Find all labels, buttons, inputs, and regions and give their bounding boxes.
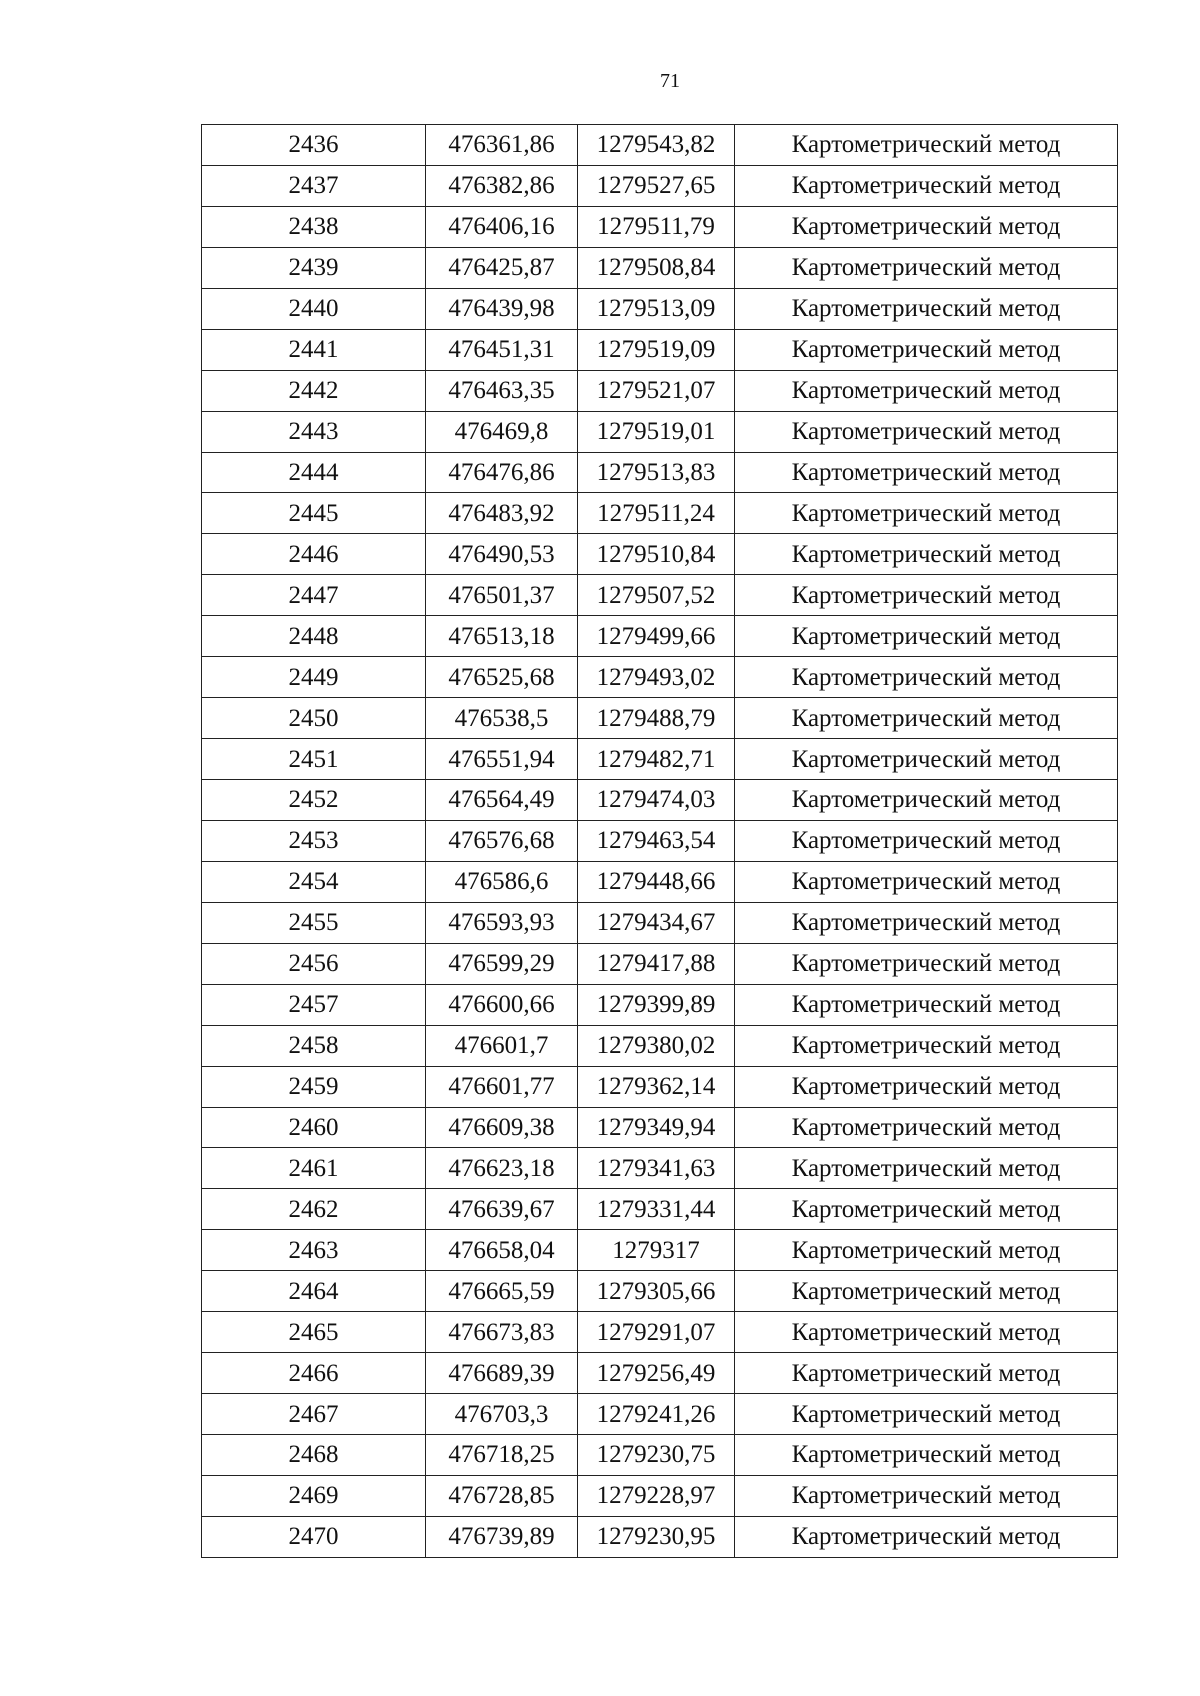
table-row bbox=[202, 1312, 1118, 1353]
method-cell: Картометрический метод bbox=[735, 1189, 1118, 1230]
y-coordinate-cell: 1279417,88 bbox=[578, 943, 735, 984]
x-coordinate-cell: 476639,67 bbox=[426, 1189, 578, 1230]
method-cell: Картометрический метод bbox=[735, 616, 1118, 657]
table-row bbox=[202, 411, 1118, 452]
x-coordinate-cell: 476718,25 bbox=[426, 1435, 578, 1476]
table-row bbox=[202, 1189, 1118, 1230]
point-number-cell: 2443 bbox=[202, 411, 426, 452]
x-coordinate-cell: 476551,94 bbox=[426, 739, 578, 780]
table-row bbox=[202, 1271, 1118, 1312]
y-coordinate-cell: 1279513,83 bbox=[578, 452, 735, 493]
x-coordinate-cell: 476739,89 bbox=[426, 1516, 578, 1557]
table-row bbox=[202, 698, 1118, 739]
y-coordinate-cell: 1279305,66 bbox=[578, 1271, 735, 1312]
table-row bbox=[202, 780, 1118, 821]
method-cell: Картометрический метод bbox=[735, 1312, 1118, 1353]
y-coordinate-cell: 1279230,75 bbox=[578, 1435, 735, 1476]
y-coordinate-cell: 1279511,24 bbox=[578, 493, 735, 534]
x-coordinate-cell: 476728,85 bbox=[426, 1475, 578, 1516]
method-cell: Картометрический метод bbox=[735, 943, 1118, 984]
x-coordinate-cell: 476513,18 bbox=[426, 616, 578, 657]
table-row bbox=[202, 1107, 1118, 1148]
y-coordinate-cell: 1279256,49 bbox=[578, 1353, 735, 1394]
y-coordinate-cell: 1279434,67 bbox=[578, 902, 735, 943]
table-row bbox=[202, 206, 1118, 247]
y-coordinate-cell: 1279317 bbox=[578, 1230, 735, 1271]
y-coordinate-cell: 1279521,07 bbox=[578, 370, 735, 411]
method-cell: Картометрический метод bbox=[735, 411, 1118, 452]
point-number-cell: 2441 bbox=[202, 329, 426, 370]
x-coordinate-cell: 476599,29 bbox=[426, 943, 578, 984]
point-number-cell: 2464 bbox=[202, 1271, 426, 1312]
method-cell: Картометрический метод bbox=[735, 165, 1118, 206]
table-row bbox=[202, 534, 1118, 575]
x-coordinate-cell: 476538,5 bbox=[426, 698, 578, 739]
y-coordinate-cell: 1279362,14 bbox=[578, 1066, 735, 1107]
x-coordinate-cell: 476658,04 bbox=[426, 1230, 578, 1271]
point-number-cell: 2448 bbox=[202, 616, 426, 657]
method-cell: Картометрический метод bbox=[735, 1394, 1118, 1435]
point-number-cell: 2458 bbox=[202, 1025, 426, 1066]
y-coordinate-cell: 1279543,82 bbox=[578, 125, 735, 166]
method-cell: Картометрический метод bbox=[735, 1475, 1118, 1516]
point-number-cell: 2470 bbox=[202, 1516, 426, 1557]
method-cell: Картометрический метод bbox=[735, 370, 1118, 411]
y-coordinate-cell: 1279331,44 bbox=[578, 1189, 735, 1230]
x-coordinate-cell: 476406,16 bbox=[426, 206, 578, 247]
table-row bbox=[202, 1066, 1118, 1107]
x-coordinate-cell: 476501,37 bbox=[426, 575, 578, 616]
point-number-cell: 2442 bbox=[202, 370, 426, 411]
point-number-cell: 2453 bbox=[202, 820, 426, 861]
method-cell: Картометрический метод bbox=[735, 1025, 1118, 1066]
table-row bbox=[202, 1025, 1118, 1066]
table-row bbox=[202, 739, 1118, 780]
table-row bbox=[202, 943, 1118, 984]
x-coordinate-cell: 476439,98 bbox=[426, 288, 578, 329]
x-coordinate-cell: 476483,92 bbox=[426, 493, 578, 534]
y-coordinate-cell: 1279527,65 bbox=[578, 165, 735, 206]
point-number-cell: 2465 bbox=[202, 1312, 426, 1353]
table-row bbox=[202, 165, 1118, 206]
x-coordinate-cell: 476623,18 bbox=[426, 1148, 578, 1189]
method-cell: Картометрический метод bbox=[735, 288, 1118, 329]
method-cell: Картометрический метод bbox=[735, 125, 1118, 166]
method-cell: Картометрический метод bbox=[735, 329, 1118, 370]
x-coordinate-cell: 476600,66 bbox=[426, 984, 578, 1025]
x-coordinate-cell: 476665,59 bbox=[426, 1271, 578, 1312]
point-number-cell: 2455 bbox=[202, 902, 426, 943]
y-coordinate-cell: 1279488,79 bbox=[578, 698, 735, 739]
x-coordinate-cell: 476601,77 bbox=[426, 1066, 578, 1107]
table-row bbox=[202, 452, 1118, 493]
point-number-cell: 2444 bbox=[202, 452, 426, 493]
y-coordinate-cell: 1279228,97 bbox=[578, 1475, 735, 1516]
y-coordinate-cell: 1279519,01 bbox=[578, 411, 735, 452]
point-number-cell: 2466 bbox=[202, 1353, 426, 1394]
method-cell: Картометрический метод bbox=[735, 493, 1118, 534]
x-coordinate-cell: 476593,93 bbox=[426, 902, 578, 943]
method-cell: Картометрический метод bbox=[735, 1353, 1118, 1394]
table-row bbox=[202, 247, 1118, 288]
y-coordinate-cell: 1279508,84 bbox=[578, 247, 735, 288]
x-coordinate-cell: 476476,86 bbox=[426, 452, 578, 493]
table-row bbox=[202, 657, 1118, 698]
y-coordinate-cell: 1279230,95 bbox=[578, 1516, 735, 1557]
point-number-cell: 2459 bbox=[202, 1066, 426, 1107]
x-coordinate-cell: 476382,86 bbox=[426, 165, 578, 206]
x-coordinate-cell: 476703,3 bbox=[426, 1394, 578, 1435]
method-cell: Картометрический метод bbox=[735, 698, 1118, 739]
y-coordinate-cell: 1279482,71 bbox=[578, 739, 735, 780]
point-number-cell: 2457 bbox=[202, 984, 426, 1025]
point-number-cell: 2463 bbox=[202, 1230, 426, 1271]
table-row bbox=[202, 1353, 1118, 1394]
method-cell: Картометрический метод bbox=[735, 1107, 1118, 1148]
point-number-cell: 2445 bbox=[202, 493, 426, 534]
y-coordinate-cell: 1279341,63 bbox=[578, 1148, 735, 1189]
y-coordinate-cell: 1279511,79 bbox=[578, 206, 735, 247]
table-row bbox=[202, 125, 1118, 166]
x-coordinate-cell: 476586,6 bbox=[426, 861, 578, 902]
point-number-cell: 2462 bbox=[202, 1189, 426, 1230]
method-cell: Картометрический метод bbox=[735, 1435, 1118, 1476]
y-coordinate-cell: 1279380,02 bbox=[578, 1025, 735, 1066]
point-number-cell: 2440 bbox=[202, 288, 426, 329]
point-number-cell: 2437 bbox=[202, 165, 426, 206]
y-coordinate-cell: 1279510,84 bbox=[578, 534, 735, 575]
point-number-cell: 2439 bbox=[202, 247, 426, 288]
page-number: 71 bbox=[660, 70, 680, 92]
method-cell: Картометрический метод bbox=[735, 247, 1118, 288]
table-row bbox=[202, 1475, 1118, 1516]
x-coordinate-cell: 476451,31 bbox=[426, 329, 578, 370]
x-coordinate-cell: 476463,35 bbox=[426, 370, 578, 411]
point-number-cell: 2451 bbox=[202, 739, 426, 780]
method-cell: Картометрический метод bbox=[735, 902, 1118, 943]
point-number-cell: 2447 bbox=[202, 575, 426, 616]
table-row bbox=[202, 1435, 1118, 1476]
y-coordinate-cell: 1279399,89 bbox=[578, 984, 735, 1025]
method-cell: Картометрический метод bbox=[735, 452, 1118, 493]
x-coordinate-cell: 476689,39 bbox=[426, 1353, 578, 1394]
point-number-cell: 2452 bbox=[202, 780, 426, 821]
table-row bbox=[202, 1516, 1118, 1557]
y-coordinate-cell: 1279507,52 bbox=[578, 575, 735, 616]
method-cell: Картометрический метод bbox=[735, 575, 1118, 616]
point-number-cell: 2469 bbox=[202, 1475, 426, 1516]
table-row bbox=[202, 370, 1118, 411]
x-coordinate-cell: 476673,83 bbox=[426, 1312, 578, 1353]
y-coordinate-cell: 1279519,09 bbox=[578, 329, 735, 370]
y-coordinate-cell: 1279493,02 bbox=[578, 657, 735, 698]
method-cell: Картометрический метод bbox=[735, 1148, 1118, 1189]
method-cell: Картометрический метод bbox=[735, 739, 1118, 780]
point-number-cell: 2436 bbox=[202, 125, 426, 166]
method-cell: Картометрический метод bbox=[735, 820, 1118, 861]
point-number-cell: 2461 bbox=[202, 1148, 426, 1189]
method-cell: Картометрический метод bbox=[735, 984, 1118, 1025]
table-row bbox=[202, 1230, 1118, 1271]
table-row bbox=[202, 984, 1118, 1025]
method-cell: Картометрический метод bbox=[735, 780, 1118, 821]
y-coordinate-cell: 1279463,54 bbox=[578, 820, 735, 861]
method-cell: Картометрический метод bbox=[735, 1066, 1118, 1107]
y-coordinate-cell: 1279499,66 bbox=[578, 616, 735, 657]
y-coordinate-cell: 1279349,94 bbox=[578, 1107, 735, 1148]
point-number-cell: 2468 bbox=[202, 1435, 426, 1476]
method-cell: Картометрический метод bbox=[735, 534, 1118, 575]
table-row bbox=[202, 820, 1118, 861]
table-row bbox=[202, 861, 1118, 902]
table-row bbox=[202, 575, 1118, 616]
table-row bbox=[202, 616, 1118, 657]
method-cell: Картометрический метод bbox=[735, 657, 1118, 698]
point-number-cell: 2449 bbox=[202, 657, 426, 698]
method-cell: Картометрический метод bbox=[735, 1516, 1118, 1557]
y-coordinate-cell: 1279474,03 bbox=[578, 780, 735, 821]
coordinates-table bbox=[201, 124, 1118, 1558]
table-row bbox=[202, 1148, 1118, 1189]
y-coordinate-cell: 1279291,07 bbox=[578, 1312, 735, 1353]
point-number-cell: 2438 bbox=[202, 206, 426, 247]
x-coordinate-cell: 476609,38 bbox=[426, 1107, 578, 1148]
method-cell: Картометрический метод bbox=[735, 861, 1118, 902]
point-number-cell: 2456 bbox=[202, 943, 426, 984]
table-row bbox=[202, 902, 1118, 943]
method-cell: Картометрический метод bbox=[735, 1230, 1118, 1271]
x-coordinate-cell: 476490,53 bbox=[426, 534, 578, 575]
y-coordinate-cell: 1279448,66 bbox=[578, 861, 735, 902]
x-coordinate-cell: 476564,49 bbox=[426, 780, 578, 821]
table-row bbox=[202, 329, 1118, 370]
table-row bbox=[202, 288, 1118, 329]
method-cell: Картометрический метод bbox=[735, 206, 1118, 247]
y-coordinate-cell: 1279241,26 bbox=[578, 1394, 735, 1435]
coordinates-table-body bbox=[202, 125, 1118, 1558]
point-number-cell: 2446 bbox=[202, 534, 426, 575]
x-coordinate-cell: 476361,86 bbox=[426, 125, 578, 166]
point-number-cell: 2467 bbox=[202, 1394, 426, 1435]
x-coordinate-cell: 476525,68 bbox=[426, 657, 578, 698]
point-number-cell: 2460 bbox=[202, 1107, 426, 1148]
y-coordinate-cell: 1279513,09 bbox=[578, 288, 735, 329]
method-cell: Картометрический метод bbox=[735, 1271, 1118, 1312]
table-row bbox=[202, 1394, 1118, 1435]
point-number-cell: 2450 bbox=[202, 698, 426, 739]
x-coordinate-cell: 476425,87 bbox=[426, 247, 578, 288]
x-coordinate-cell: 476601,7 bbox=[426, 1025, 578, 1066]
x-coordinate-cell: 476576,68 bbox=[426, 820, 578, 861]
x-coordinate-cell: 476469,8 bbox=[426, 411, 578, 452]
point-number-cell: 2454 bbox=[202, 861, 426, 902]
table-row bbox=[202, 493, 1118, 534]
